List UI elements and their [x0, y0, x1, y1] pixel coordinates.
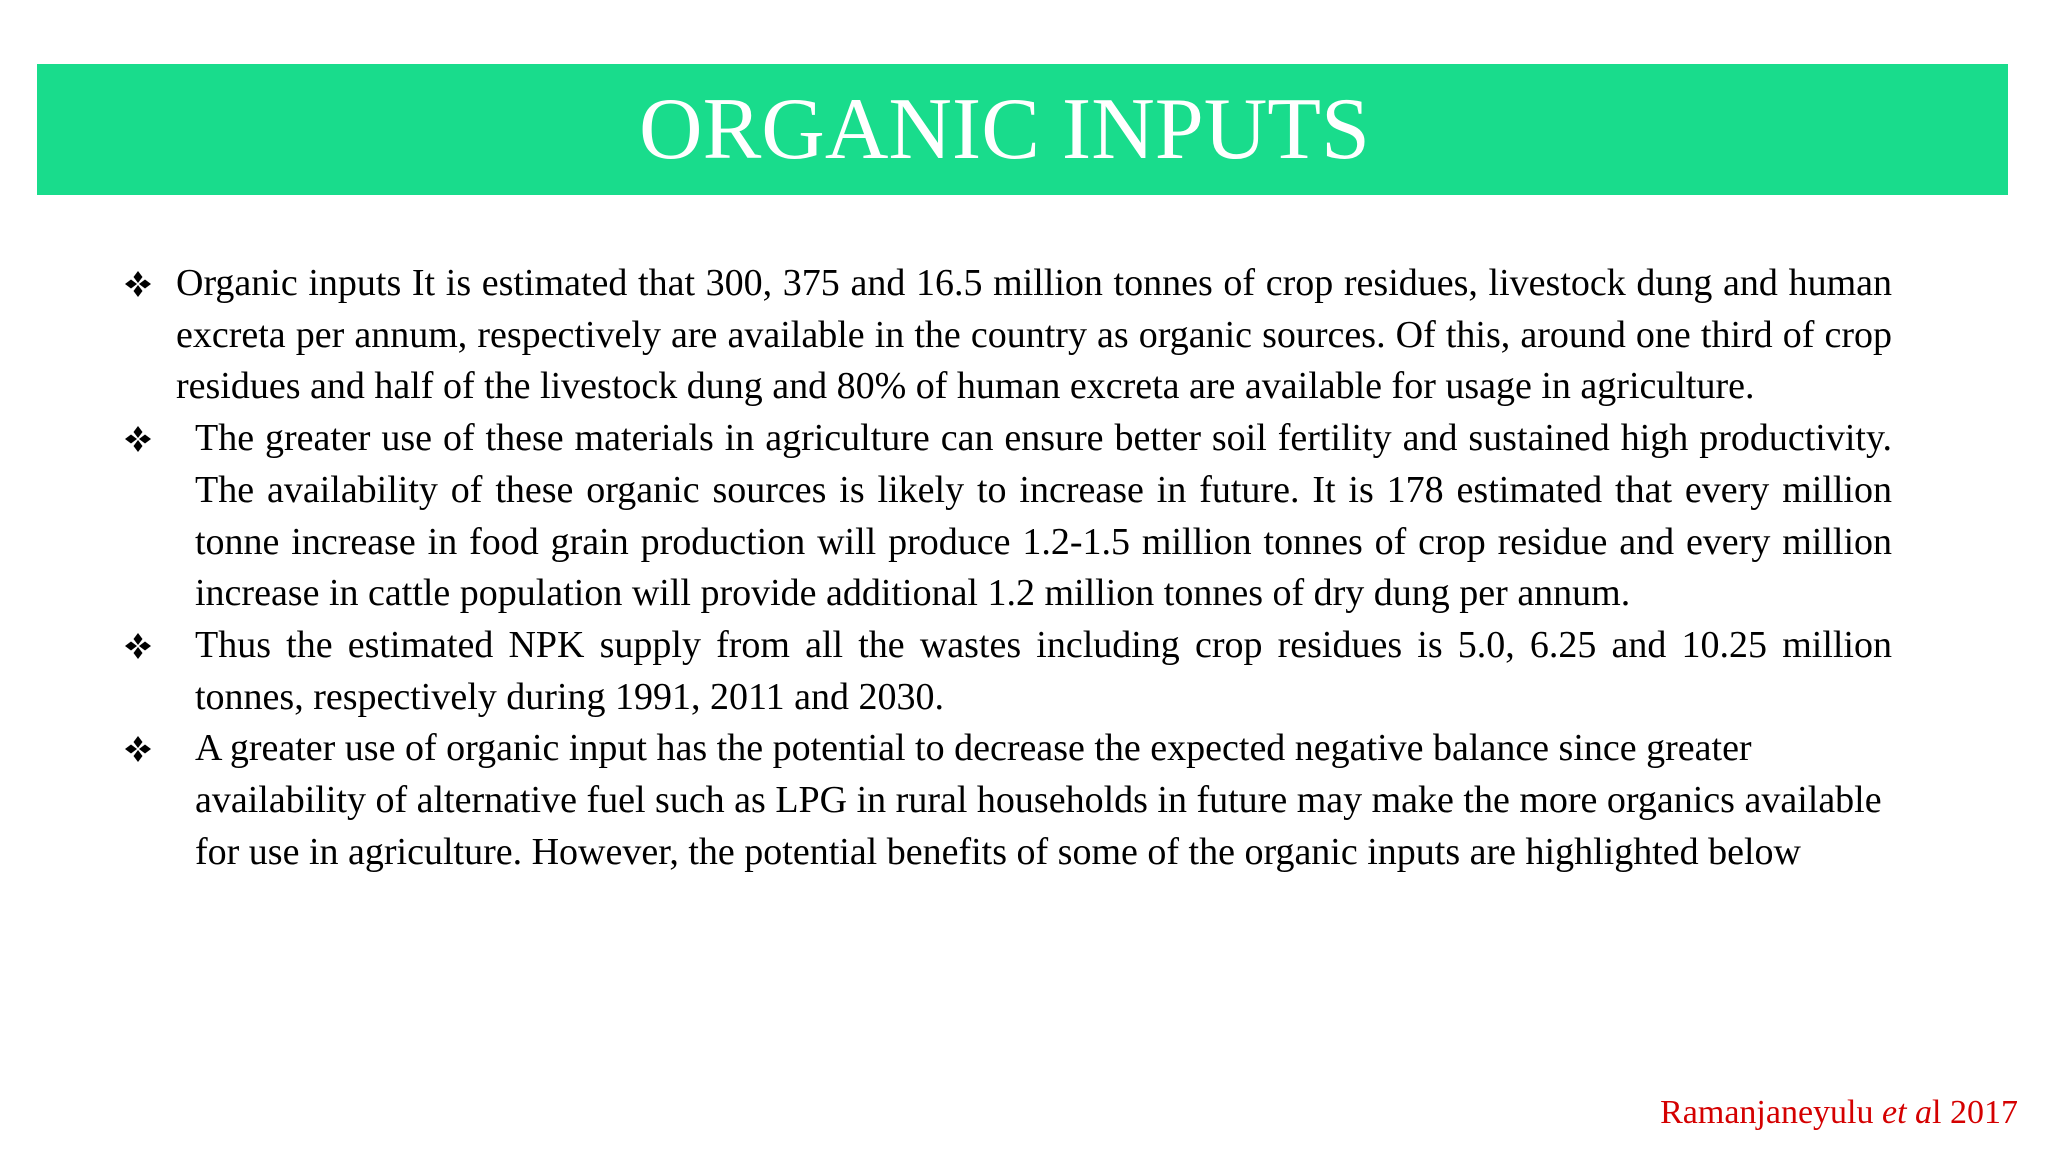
diamond-cluster-icon — [120, 620, 156, 672]
list-item — [120, 258, 1892, 413]
list-item — [120, 723, 1892, 878]
title-banner — [37, 64, 2008, 195]
page-title: ORGANIC INPUTS — [639, 81, 1370, 178]
diamond-cluster-icon — [120, 723, 156, 775]
citation-et-al: et a — [1882, 1094, 1933, 1131]
citation — [1660, 1093, 2018, 1133]
diamond-cluster-icon — [120, 413, 156, 465]
bullet-text: Thus the estimated NPK supply from all the wastes including crop residues is 5.0, 6.25 and 10.25 million tonnes, respectively during 1991, 2011 and 2030. — [195, 623, 1892, 718]
list-item — [120, 413, 1892, 620]
bullet-list — [120, 258, 1892, 878]
bullet-text: The greater use of these materials in agriculture can ensure better soil fertility and sustained high productivity. The availability of these organic sources is likely to increase in future. It is 178 estimated that every million tonne increase in food grain production will produce 1.2-1.5 million tonnes of crop residue and every million increase in cattle population will provide additional 1.2 million tonnes of dry dung per annum. — [195, 417, 1892, 615]
list-item — [120, 620, 1892, 723]
bullet-text: A greater use of organic input has the potential to decrease the expected negative balance since greater availability of alternative fuel such as LPG in rural households in future may make the more organics available for use in agriculture. However, the potential benefits of some of the organic inputs are highlighted below — [195, 727, 1882, 873]
citation-year: l 2017 — [1932, 1094, 2018, 1131]
diamond-cluster-icon — [120, 258, 156, 310]
bullet-text: Organic inputs It is estimated that 300, 375 and 16.5 million tonnes of crop residues, livestock dung and human excreta per annum, respectively are available in the country as organic sources. Of this, around one third of crop residues and half of the livestock dung and 80% of human excreta are available for usage in agriculture. — [176, 262, 1892, 408]
citation-author: Ramanjaneyulu — [1660, 1094, 1882, 1131]
